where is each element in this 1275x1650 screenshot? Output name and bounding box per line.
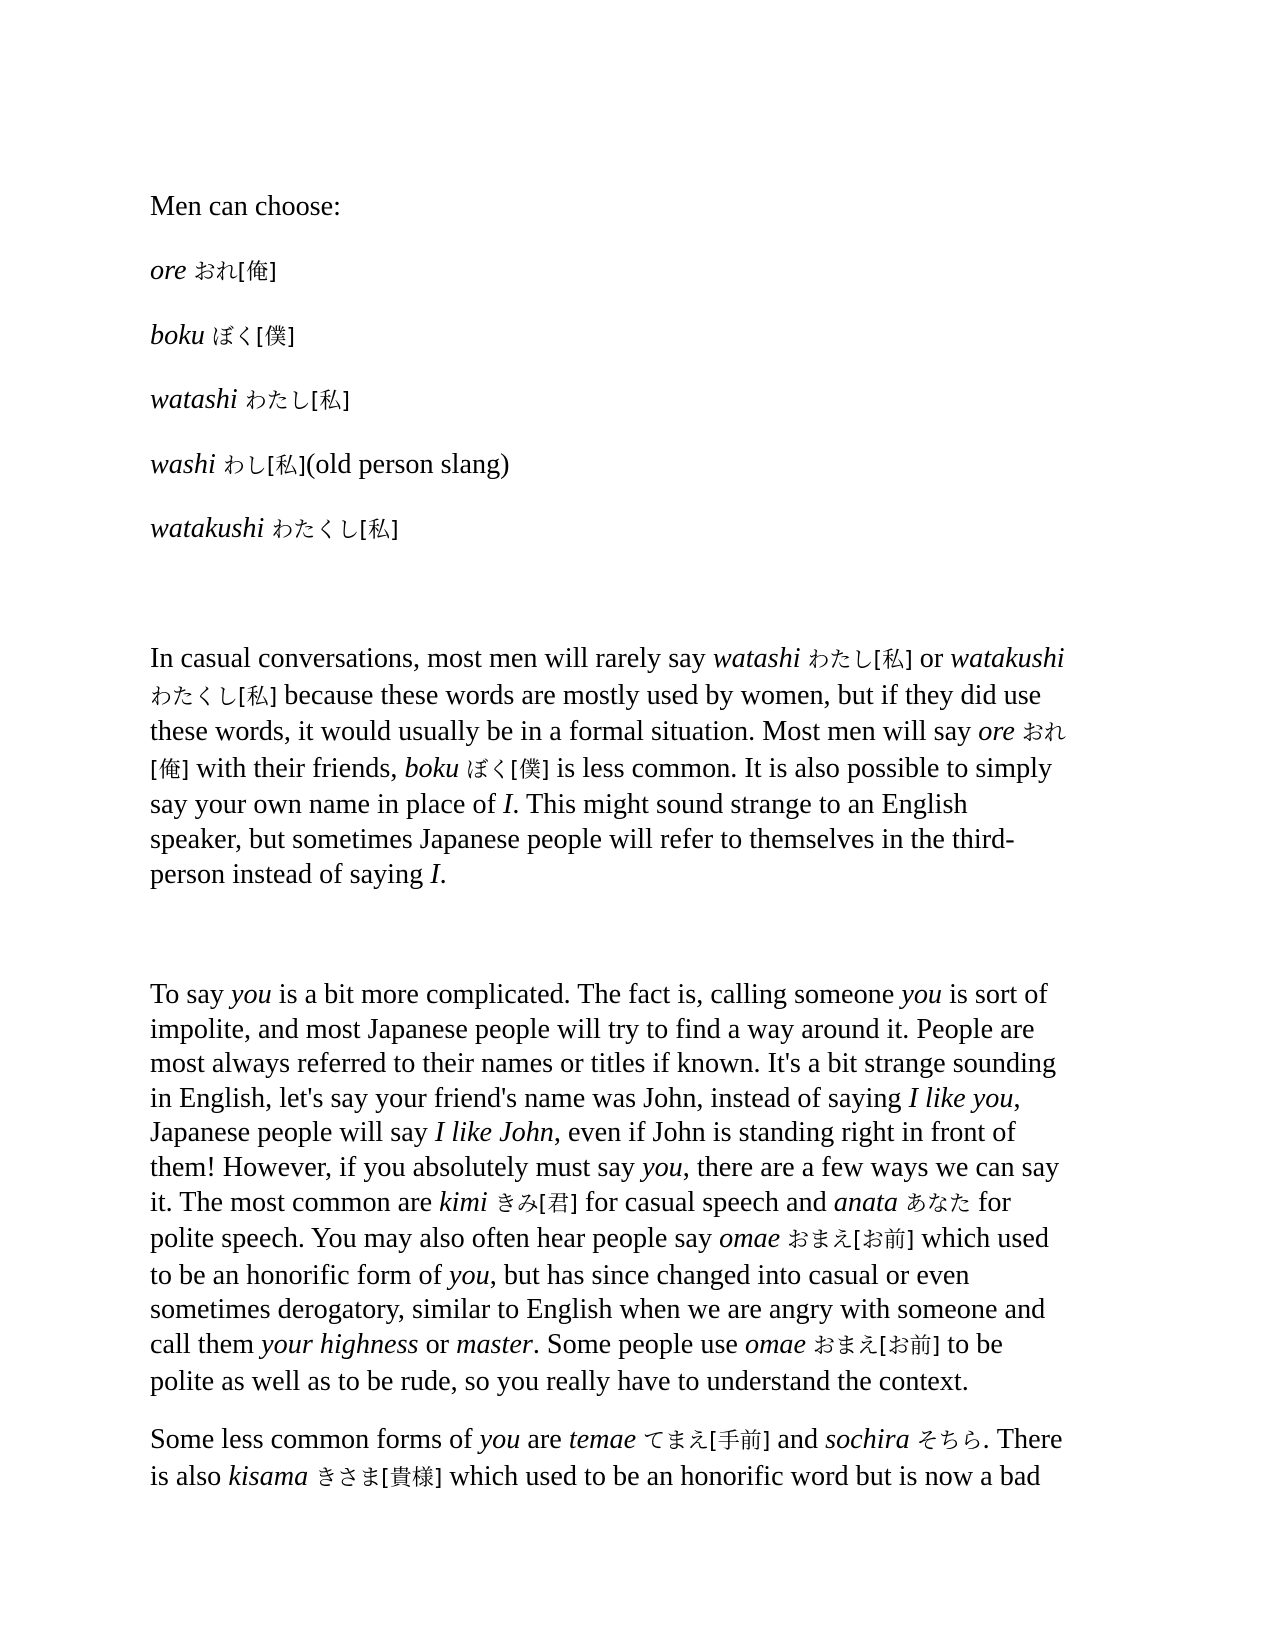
pronoun-kana: ぼく[僕]: [211, 325, 296, 350]
paragraph-line: [150, 1116, 1130, 1151]
text-run: it. The most common are: [150, 1186, 440, 1218]
text-run: speaker, but sometimes Japanese people will refer to themselves in the third-: [150, 823, 1015, 855]
emphasis: your highness: [261, 1328, 419, 1360]
pronoun-note: (old person slang): [306, 449, 510, 480]
paragraph-line: [150, 823, 1130, 858]
text-run: , even if John is standing right in front of: [553, 1117, 1016, 1149]
text-run: to be an honorific form of: [150, 1259, 450, 1291]
kana-term: [俺]: [150, 757, 190, 783]
text-run: and: [770, 1424, 826, 1455]
text-run: impolite, and most Japanese people will try to find a way around it. People are: [150, 1013, 1035, 1045]
emphasis: I like you: [908, 1082, 1014, 1114]
kana-term: おまえ[お前]: [806, 1333, 941, 1359]
text-run: for: [970, 1186, 1011, 1218]
emphasis: I like John: [434, 1117, 554, 1149]
text-run: polite as well as to be rude, so you really have to understand the context.: [150, 1365, 969, 1397]
paragraph-line: [150, 752, 1130, 789]
kana-term: きさま[貴様]: [308, 1465, 443, 1491]
paragraph-less-common-forms: [150, 1423, 1130, 1496]
romaji-term: sochira: [825, 1424, 910, 1455]
text-run: To say: [150, 979, 232, 1010]
text-run: sometimes derogatory, similar to English when we are angry with someone and: [150, 1294, 1046, 1326]
text-run: with their friends,: [189, 752, 405, 784]
text-run: in English, let's say your friend's name was John, instead of saying: [150, 1082, 909, 1114]
emphasis: you: [642, 1151, 683, 1183]
paragraph-line: [150, 1013, 1130, 1048]
pronoun-item: [150, 319, 1130, 356]
text-run: them! However, if you absolutely must say: [150, 1151, 643, 1183]
text-run: Japanese people will say: [150, 1117, 435, 1149]
pronoun-romaji: boku: [150, 320, 205, 351]
emphasis: master: [456, 1328, 533, 1360]
emphasis: I: [503, 789, 513, 821]
pronoun-kana: わたし[私]: [244, 389, 350, 414]
romaji-term: watashi: [712, 643, 801, 674]
paragraph-line: [150, 715, 1130, 752]
text-run: call them: [150, 1328, 262, 1360]
paragraph-line: [150, 1047, 1130, 1082]
paragraph-line: [150, 1082, 1130, 1117]
emphasis: you: [479, 1424, 521, 1455]
romaji-term: kimi: [439, 1186, 488, 1218]
paragraph-line: [150, 1186, 1130, 1223]
paragraph-line: [150, 858, 1130, 893]
kana-term: わたし[私]: [800, 648, 913, 673]
text-run: to be: [940, 1328, 1003, 1360]
text-run: these words, it would usually be in a formal situation. Most men will say: [150, 716, 979, 748]
text-run: In casual conversations, most men will rarely say: [150, 643, 713, 674]
emphasis: you: [231, 979, 272, 1010]
text-run: . There: [982, 1424, 1063, 1455]
pronoun-item: [150, 512, 1130, 549]
paragraph-line: [150, 1460, 1130, 1497]
text-run: is a bit more complicated. The fact is, calling someone: [271, 979, 902, 1010]
text-run: for casual speech and: [577, 1186, 834, 1218]
pronoun-kana: おれ[俺]: [193, 260, 277, 285]
paragraph-line: [150, 1222, 1130, 1259]
kana-term: あなた: [897, 1191, 971, 1217]
text-run: ,: [1013, 1082, 1021, 1114]
pronoun-romaji: washi: [150, 449, 216, 480]
text-run: because these words are mostly used by women, but if they did use: [277, 679, 1042, 711]
paragraph-line: [150, 1423, 1130, 1460]
emphasis: you: [449, 1259, 490, 1291]
pronoun-kana: わたくし[私]: [271, 518, 399, 543]
text-run: is sort of: [942, 979, 1048, 1010]
paragraph-line: [150, 788, 1130, 823]
kana-term: おれ: [1014, 721, 1066, 747]
romaji-term: omae: [719, 1223, 781, 1255]
text-run: or: [418, 1328, 457, 1360]
romaji-term: kisama: [228, 1460, 309, 1492]
romaji-term: watakushi: [950, 643, 1065, 674]
romaji-term: ore: [978, 716, 1015, 748]
pronoun-item: [150, 254, 1130, 291]
pronoun-romaji: watakushi: [150, 513, 265, 544]
text-run: is less common. It is also possible to simply: [549, 752, 1053, 784]
paragraph-line: [150, 1365, 1130, 1400]
text-run: . Some people use: [532, 1328, 745, 1360]
kana-term: ぼく[僕]: [459, 757, 550, 783]
text-run: most always referred to their names or titles if known. It's a bit strange sounding: [150, 1048, 1057, 1080]
romaji-term: omae: [744, 1328, 807, 1360]
paragraph-line: [150, 1259, 1130, 1294]
paragraph-line: [150, 1293, 1130, 1328]
kana-term: てまえ[手前]: [636, 1429, 771, 1454]
text-run: which used: [914, 1223, 1049, 1255]
emphasis: you: [901, 979, 943, 1010]
text-run: which used to be an honorific word but is now a bad: [442, 1460, 1041, 1492]
intro-line: [150, 190, 1130, 225]
text-run: say your own name in place of: [150, 789, 504, 821]
emphasis: I: [430, 858, 440, 890]
romaji-term: temae: [568, 1424, 637, 1455]
pronoun-kana: わし[私]: [222, 454, 307, 479]
paragraph-line: [150, 642, 1130, 679]
kana-term: そちら: [909, 1429, 983, 1454]
text-run: person instead of saying: [150, 858, 431, 890]
pronoun-romaji: watashi: [150, 384, 238, 415]
paragraph-line: [150, 978, 1130, 1013]
pronoun-item: [150, 383, 1130, 420]
paragraph-line: [150, 1328, 1130, 1365]
text-run: .: [439, 858, 447, 890]
text-run: is also: [150, 1460, 229, 1492]
romaji-term: boku: [404, 752, 460, 784]
pronoun-romaji: ore: [150, 255, 187, 286]
text-run: . This might sound strange to an English: [512, 789, 968, 821]
text-run: , but has since changed into casual or even: [489, 1259, 970, 1291]
pronoun-item: [150, 448, 1130, 485]
text-run: Some less common forms of: [150, 1424, 480, 1455]
text-run: or: [912, 643, 951, 674]
kana-term: きみ[君]: [487, 1191, 578, 1217]
kana-term: おまえ[お前]: [780, 1228, 915, 1254]
text-run: polite speech. You may also often hear people say: [150, 1223, 720, 1255]
paragraph-second-person: [150, 978, 1130, 1399]
kana-term: わたくし[私]: [150, 684, 278, 710]
text-run: , there are a few ways we can say: [682, 1151, 1060, 1183]
paragraph-line: [150, 679, 1130, 716]
paragraph-line: [150, 1151, 1130, 1186]
intro-text: Men can choose:: [150, 191, 341, 222]
text-run: are: [520, 1424, 569, 1455]
romaji-term: anata: [833, 1186, 898, 1218]
paragraph-first-person: [150, 642, 1130, 892]
